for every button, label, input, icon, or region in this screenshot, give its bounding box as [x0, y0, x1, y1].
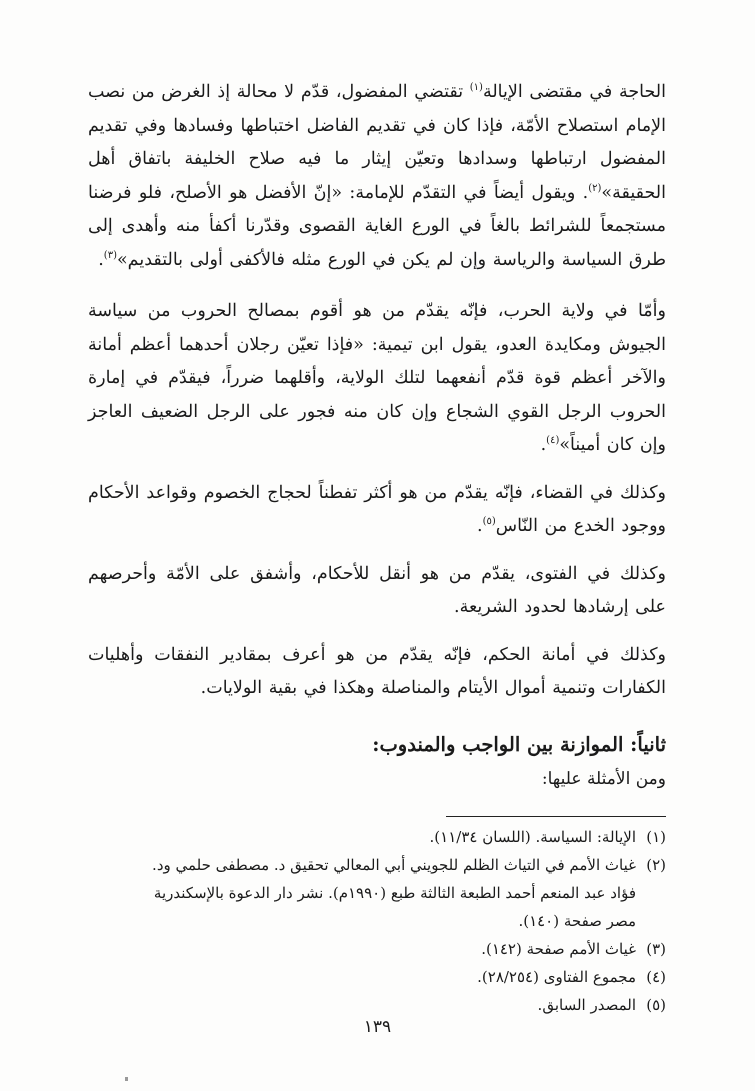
- paragraph-fatwa: وكذلك في الفتوى، يقدّم من هو أنقل للأحكام، وأشفق على الأمّة وأحرصهم على إرشادها لحدود الشريعة.: [88, 563, 666, 617]
- section-heading: ثانياً: الموازنة بين الواجب والمندوب:: [372, 732, 666, 756]
- footnote-ref-5[interactable]: (٥): [482, 516, 496, 528]
- paragraph-trust: وكذلك في أمانة الحكم، فإنّه يقدّم من هو أعرف بمقادير النفقات وأهليات الكفارات وتنمية أموال الأيتام والمناصلة وهكذا في بقية الولايات.: [88, 644, 666, 698]
- footnote-3: (٣)غياث الأمم صفحة (١٤٢).: [481, 939, 666, 958]
- footnote-ref-3[interactable]: (٣): [103, 249, 117, 261]
- footnote-2: (٢)غياث الأمم في التياث الظلم للجويني أبي المعالي تحقيق د. مصطفى حلمي ود.: [152, 855, 666, 874]
- footnote-1: (١)الإيالة: السياسة. (اللسان ١١/٣٤).: [429, 827, 666, 846]
- footnotes: [88, 823, 666, 1019]
- paragraph-judiciary: وكذلك في القضاء، فإنّه يقدّم من هو أكثر تفطناً لحجاج الخصوم وقواعد الأحكام ووجود الخدع من النّاس$^{(٥)}$.: [88, 482, 666, 536]
- footnote-divider: [446, 816, 666, 817]
- paragraph-imamate: الحاجة في مقتضى الإيالة$^{(١)}$ تقتضي المفضول، قدّم لا محالة إذ الغرض من نصب الإمام استصلاح الأمّة، فإذا كان في تقديم الفاضل اختباطها وفسادها وفي تقديم المفضول ارتباطها وسدادها وتعيّن إيثار ما فيه صلاح الخليفة باتفاق أهل الحقيقة»$^{(٢)}$. ويقول أيضاً في التقدّم للإمامة: «إنّ الأفضل هو الأصلح، فلو فرضنا مستجمعاً للشرائط بالغاً في الورع الغاية القصوى وقدّرنا أكفأ منه وأهدى إلى طرق السياسة والرياسة وإن لم يكن في الورع مثله فالأكفى أولى بالتقديم»$^{(٣)}$.: [88, 82, 666, 270]
- paragraph-war: وأمّا في ولاية الحرب، فإنّه يقدّم من هو أقوم بمصالح الحروب من سياسة الجيوش ومكايدة العدو، يقول ابن تيمية: «فإذا تعيّن رجلان أحدهما أعظم أمانة والآخر أعظم قوة قدّم أنفعهما لتلك الولاية، وأقلهما ضرراً، فيقدّم في إمارة الحروب الرجل القوي الشجاع وإن كان منه فجور على الرجل الضعيف العاجز وإن كان أميناً»$^{(٤)}$.: [88, 301, 666, 455]
- scan-mark: [125, 1077, 128, 1081]
- footnote-5: (٥)المصدر السابق.: [537, 995, 666, 1014]
- footnote-ref-4[interactable]: (٤): [546, 435, 560, 447]
- footnote-ref-1[interactable]: (١): [469, 82, 483, 94]
- footnote-4: (٤)مجموع الفتاوى (٢٨/٢٥٤).: [477, 967, 666, 986]
- page-body: [88, 76, 666, 1019]
- page-number: ١٣٩: [363, 1017, 392, 1037]
- footnote-2-continued-2: مصر صفحة (١٤٠).: [518, 911, 636, 930]
- footnote-2-continued: فؤاد عبد المنعم أحمد الطبعة الثالثة طبع (١٩٩٠م). نشر دار الدعوة بالإسكندرية: [153, 883, 636, 902]
- section-subheading: ومن الأمثلة عليها:: [541, 768, 666, 789]
- footnote-ref-2[interactable]: (٢): [588, 182, 602, 194]
